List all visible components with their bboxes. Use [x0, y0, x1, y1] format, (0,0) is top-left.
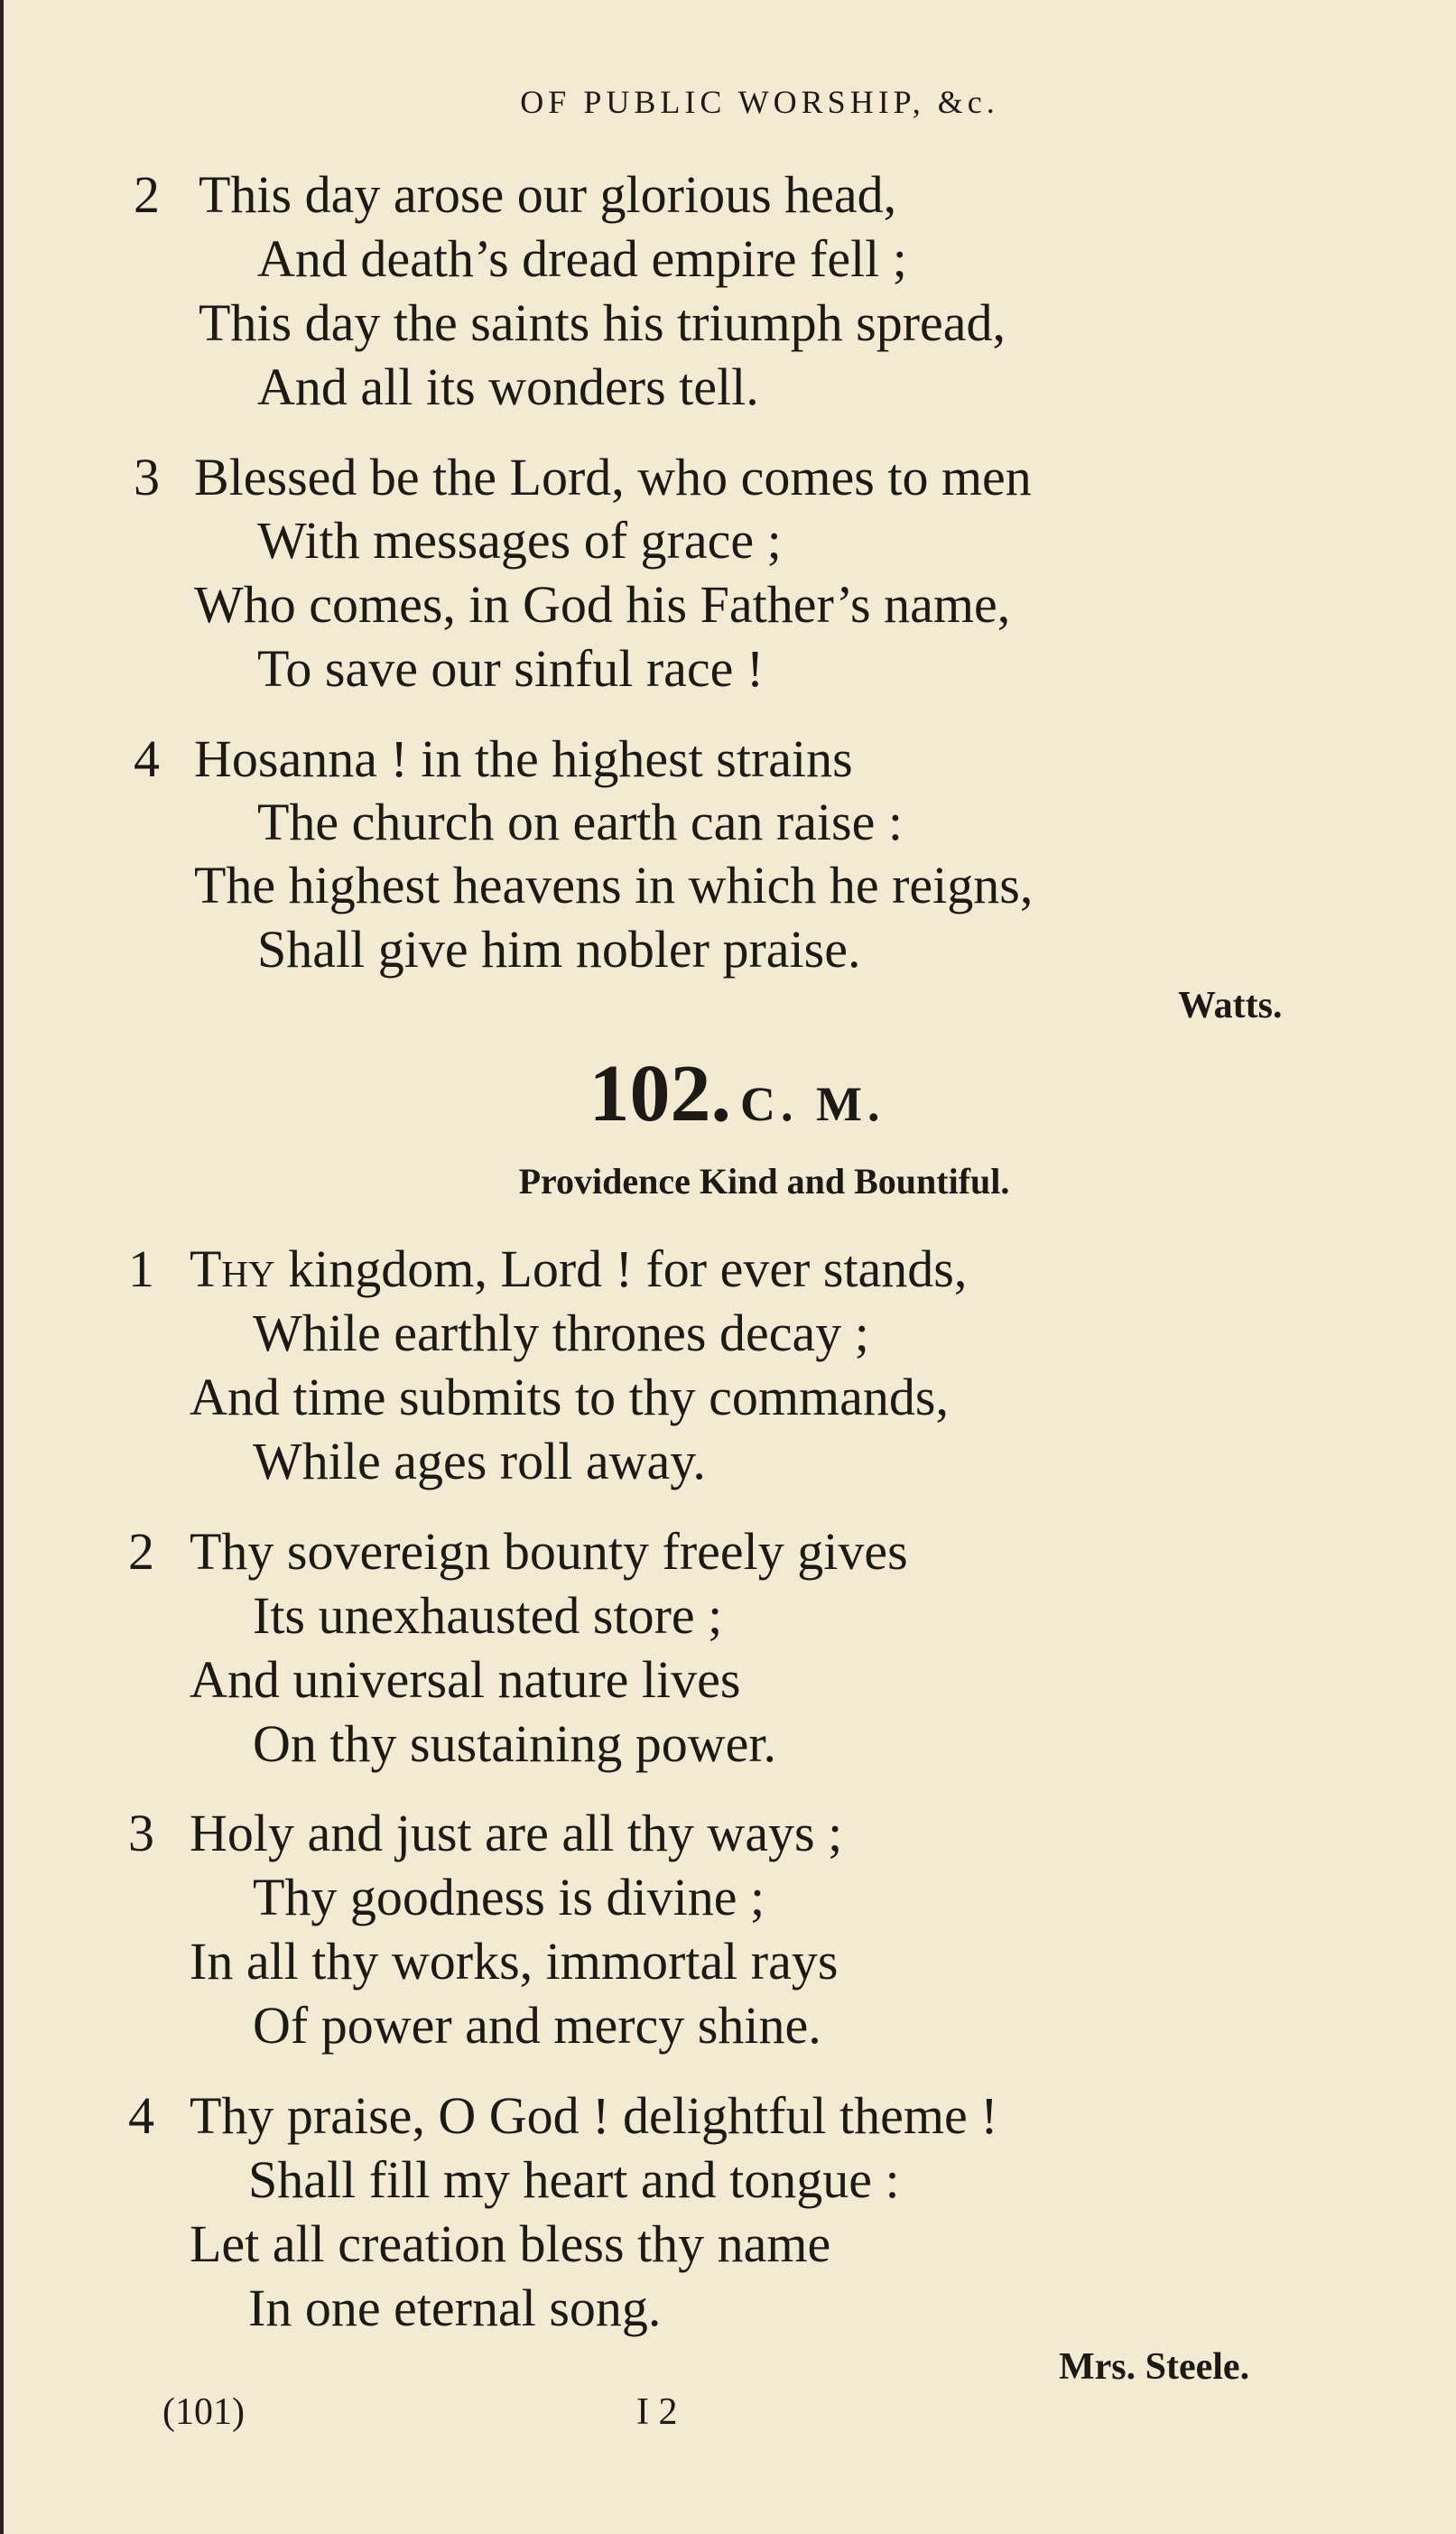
verse-line: This day arose our glorious head,	[199, 165, 897, 224]
page-number: (101)	[162, 2391, 245, 2433]
verse-line: Shall give him nobler praise.	[257, 920, 861, 979]
verse-line: Thy sovereign bounty freely gives	[190, 1522, 908, 1581]
verse-line: Its unexhausted store ;	[253, 1586, 723, 1645]
verse-line: While ages roll away.	[253, 1432, 706, 1490]
hymn-title: Providence Kind and Bountiful.	[518, 1161, 1010, 1202]
verse-line: To save our sinful race !	[257, 639, 765, 698]
verse-number: 2	[128, 1522, 154, 1581]
attribution: Watts.	[1178, 985, 1283, 1026]
verse-number: 1	[128, 1239, 154, 1298]
verse-line: This day the saints his triumph spread,	[199, 293, 1006, 352]
verse-line: Thy goodness is divine ;	[253, 1868, 765, 1926]
verse-line: And time submits to thy commands,	[190, 1368, 949, 1426]
verse-number: 4	[134, 729, 160, 788]
verse-line: Let all creation bless thy name	[190, 2214, 831, 2273]
verse-line: The highest heavens in which he reigns,	[194, 856, 1034, 914]
verse-line: In one eternal song.	[248, 2279, 662, 2337]
verse-line: The church on earth can raise :	[257, 793, 903, 851]
hymn-number	[0, 1047, 1456, 1140]
verse-number: 2	[134, 165, 160, 224]
hymn-number-value: 102.	[589, 1049, 732, 1138]
verse-line: In all thy works, immortal rays	[190, 1932, 839, 1991]
hymn-meter: C. M.	[740, 1077, 886, 1131]
running-head: OF PUBLIC WORSHIP, &c.	[520, 84, 999, 120]
attribution: Mrs. Steele.	[1059, 2346, 1250, 2388]
verse-line: With messages of grace ;	[257, 511, 782, 570]
verse-line: Hosanna ! in the highest strains	[194, 729, 853, 788]
signature-mark: I 2	[636, 2391, 678, 2433]
verse-number: 3	[134, 448, 160, 506]
verse-line-rest: kingdom, Lord ! for ever stands,	[288, 1239, 968, 1298]
verse-line: While earthly thrones decay ;	[253, 1304, 869, 1362]
verse-number: 4	[128, 2086, 154, 2145]
verse-line: On thy sustaining power.	[253, 1714, 776, 1773]
verse-line: Shall fill my heart and tongue :	[248, 2150, 900, 2209]
verse-line	[190, 1239, 968, 1298]
verse-line: Holy and just are all thy ways ;	[190, 1804, 843, 1862]
verse-line: And death’s dread empire fell ;	[257, 229, 907, 288]
verse-line: Blessed be the Lord, who comes to men	[194, 448, 1032, 506]
verse-number: 3	[128, 1804, 154, 1862]
verse-line: And universal nature lives	[190, 1650, 741, 1709]
verse-line: Of power and mercy shine.	[253, 1996, 821, 2055]
verse-line: Who comes, in God his Father’s name,	[194, 575, 1011, 634]
verse-line: Thy praise, O God ! delightful theme !	[190, 2086, 998, 2145]
page-edge	[0, 0, 4, 2534]
verse-line: And all its wonders tell.	[257, 357, 759, 416]
verse-first-word: Thy	[190, 1239, 275, 1298]
